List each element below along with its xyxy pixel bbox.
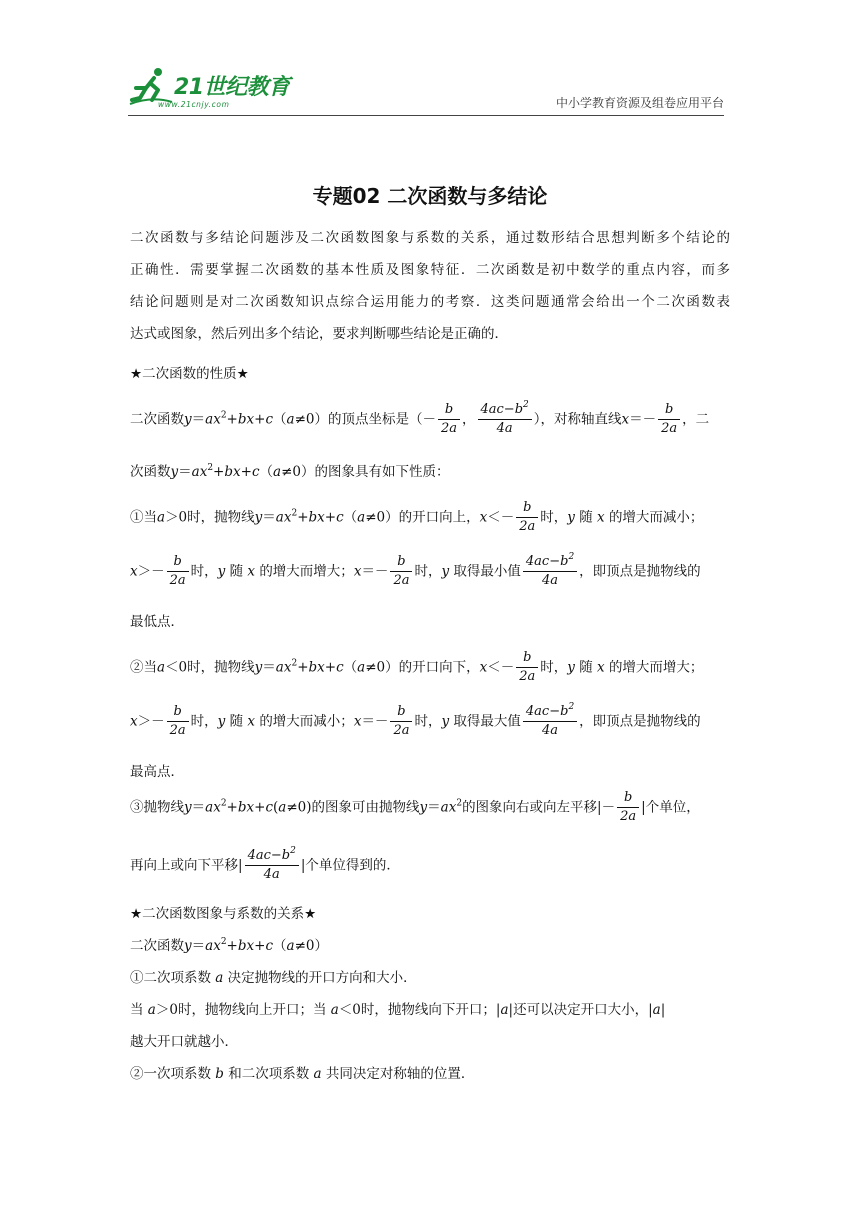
property-3-line-1: ③抛物线$y=ax^2+bx+c(a\ne 0)$的图象可由抛物线$y=ax^2$的图象向右或向左平移|－ $\frac{b}{2a}$ |个单位， — [130, 790, 700, 825]
coefficients-intro: 二次函数$y=ax^2+bx+c(a\ne 0)$ — [130, 937, 328, 954]
intro-line-3: 结论问题则是对二次函数知识点综合运用能力的考察．这类问题通常会给出一个二次函数表 — [130, 294, 730, 310]
properties-intro-line: 次函数$y=ax^2+bx+c(a\ne 0)$的图象具有如下性质： — [130, 463, 450, 480]
logo-url: www.21cnjy.com — [158, 100, 230, 109]
header-divider — [128, 115, 724, 116]
property-2-line-3: 最高点． — [130, 764, 184, 780]
page-title: 专题02 二次函数与多结论 — [312, 184, 548, 208]
site-logo[interactable] — [128, 70, 298, 116]
section-heading-coefficients: ★二次函数图象与系数的关系★ — [130, 906, 317, 922]
platform-name: 中小学教育资源及组卷应用平台 — [555, 96, 724, 110]
property-2-line-2: x＞－ $\frac{b}{2a}$ 时，y 随 x 的增大而减小；x＝－ $\frac{b}{2a}$ 时，y 取得最大值 $\frac{4ac-b^2}{4a}$ ，即顶点是抛物线的 — [130, 702, 701, 739]
logo-text: 21世纪教育 — [174, 75, 290, 100]
fraction-vertex-y: $\frac{4ac-b^2}{4a}$ — [478, 402, 532, 438]
property-3-line-2: 再向上或向下平移| $\frac{4ac-b^2}{4a}$ |个单位得到的． — [130, 846, 400, 883]
property-1-line-2: x＞－ $\frac{b}{2a}$ 时，y 随 x 的增大而增大；x＝－ $\frac{b}{2a}$ 时，y 取得最小值 $\frac{4ac-b^2}{4a}$ ，即顶点是抛物线的 — [130, 552, 701, 589]
coefficient-a-line: ①二次项系数 a 决定抛物线的开口方向和大小． — [130, 970, 417, 986]
fraction-axis: $\frac{b}{2a}$ — [658, 402, 680, 438]
vertex-formula-line: 二次函数$y=ax^2+bx+c(a\ne 0)$的顶点坐标是（－ $\frac{b}{2a}$ ， $\frac{4ac-b^2}{4a}$ ），对称轴直线x＝－ $\frac{b}{2a}$ ，二 — [130, 400, 710, 437]
page-header — [128, 64, 724, 116]
property-1-line-3: 最低点． — [130, 614, 184, 630]
property-1-line-1: ①当a＞0时，抛物线$y=ax^2+bx+c(a\ne 0)$的开口向上，x＜－ $\frac{b}{2a}$ 时，y 随 x 的增大而减小； — [130, 500, 704, 535]
fraction-b-over-2a: $\frac{b}{2a}$ — [438, 402, 460, 438]
coefficient-a-detail-2: 越大开口就越小． — [130, 1034, 238, 1050]
coefficient-b-line: ②一次项系数 b 和二次项系数 a 共同决定对称轴的位置． — [130, 1066, 475, 1082]
intro-line-2: 正确性．需要掌握二次函数的基本性质及图象特征．二次函数是初中数学的重点内容，而多 — [130, 262, 730, 278]
property-2-line-1: ②当a＜0时，抛物线$y=ax^2+bx+c(a\ne 0)$的开口向下，x＜－ $\frac{b}{2a}$ 时，y 随 x 的增大而增大； — [130, 650, 704, 685]
intro-line-1: 二次函数与多结论问题涉及二次函数图象与系数的关系，通过数形结合思想判断多个结论的 — [130, 230, 730, 246]
section-heading-properties: ★二次函数的性质★ — [130, 366, 249, 382]
intro-line-4: 达式或图象，然后列出多个结论，要求判断哪些结论是正确的． — [130, 326, 508, 342]
coefficient-a-detail-1: 当 a＞0时，抛物线向上开口；当 a＜0时，抛物线向下开口；|a|还可以决定开口大小，|a| — [130, 1002, 666, 1018]
